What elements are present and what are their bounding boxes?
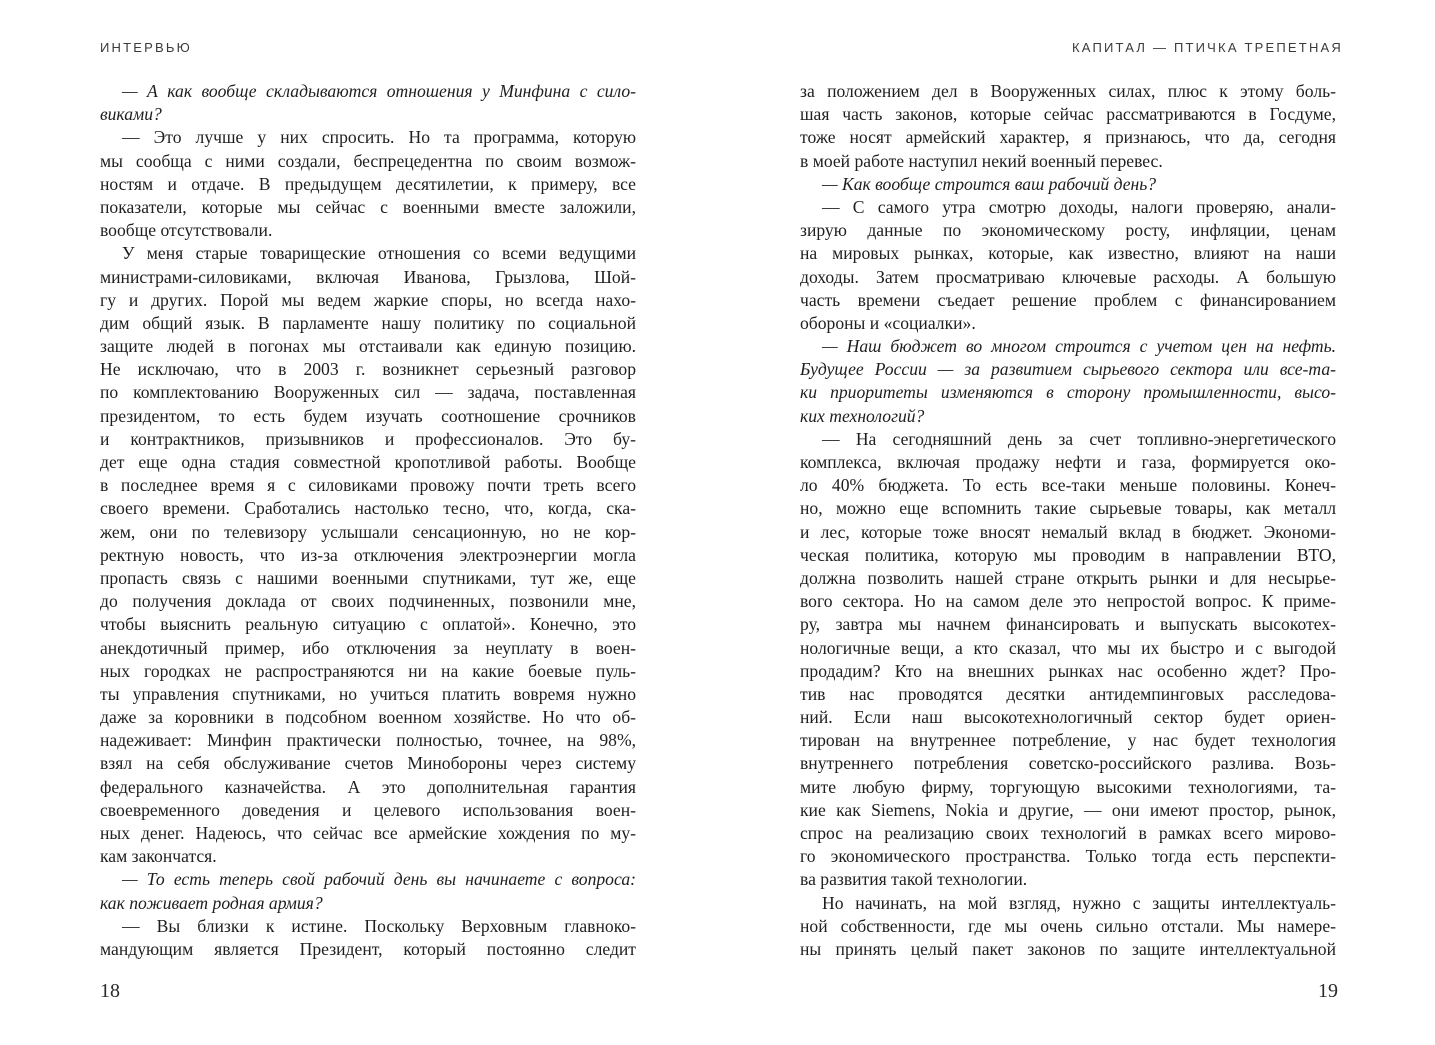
text-line: дет еще одна стадия совместной кропотливой работы. Вообще bbox=[100, 452, 636, 472]
text-line: дим общий язык. В парламенте нашу политику по социальной bbox=[100, 312, 636, 333]
text-line: — Вы близки к истине. Поскольку Верховным главноко- bbox=[122, 915, 636, 936]
page-number-right: 19 bbox=[1318, 980, 1338, 1002]
text-line: спрос на реализацию своих технологий в рамках всего мирово- bbox=[800, 823, 1336, 843]
text-line: ных городках не распространяются ни на какие боевые пуль- bbox=[100, 660, 636, 681]
text-line: своевременного доведения и целевого использования воен- bbox=[100, 799, 636, 820]
text-line: часть времени съедает решение проблем с финансированием bbox=[800, 289, 1336, 310]
right-page-text bbox=[800, 80, 1336, 961]
text-line: ких технологий? bbox=[800, 405, 925, 426]
text-line: как поживает родная армия? bbox=[100, 892, 323, 913]
text-line: до получения доклада от своих подчиненных, позвонили мне, bbox=[100, 591, 636, 612]
text-line: тоже носят армейский характер, я признаюсь, что да, сегодня bbox=[800, 127, 1336, 148]
text-line: ректную новость, что из-за отключения электроэнергии могла bbox=[100, 544, 636, 565]
text-line: кие как Siemens, Nokia и другие, — они имеют простор, рынок, bbox=[800, 799, 1336, 820]
text-line: защите людей в погонах мы отстаивали как единую позицию. bbox=[100, 336, 636, 357]
text-line: внутреннего потребления советско-российского разлива. Возь- bbox=[800, 753, 1336, 774]
text-line: и контрактников, призывников и профессионалов. Это бу- bbox=[100, 428, 636, 449]
text-line: продадим? Кто на внешних рынках нас особенно ждет? Про- bbox=[800, 660, 1336, 681]
text-line: тирован на внутреннее потребление, у нас будет технология bbox=[800, 730, 1336, 751]
text-line: ру, завтра мы начнем финансировать и выпускать высокотех- bbox=[800, 614, 1336, 635]
text-line: взял на себя обслуживание счетов Минобороны через систему bbox=[100, 753, 636, 774]
text-line: показатели, которые мы сейчас с военными вместе заложили, bbox=[100, 196, 636, 217]
text-line: — На сегодняшний день за счет топливно-энергетического bbox=[822, 428, 1336, 449]
text-line: ты управления спутниками, но учиться платить вовремя нужно bbox=[100, 683, 636, 704]
text-line: нологичные вещи, а кто сказал, что мы их быстро и с выгодой bbox=[800, 637, 1336, 658]
text-line: должна позволить нашей стране открыть рынки и для несырье- bbox=[800, 567, 1336, 588]
text-line: шая часть законов, которые сейчас рассматриваются в Госдуме, bbox=[800, 104, 1336, 125]
text-line: — Это лучше у них спросить. Но та программа, которую bbox=[122, 127, 636, 148]
text-line: ний. Если наш высокотехнологичный сектор будет ориен- bbox=[800, 707, 1336, 728]
text-line: обороны и «социалки». bbox=[800, 312, 976, 333]
text-line: вого сектора. Но на самом деле это непростой вопрос. К приме- bbox=[800, 591, 1336, 612]
text-line: анекдотичный пример, ибо отключения за неуплату в воен- bbox=[100, 637, 636, 658]
text-line: — Наш бюджет во многом строится с учетом цен на нефть. bbox=[822, 336, 1336, 357]
text-line: президентом, то есть будем изучать соотношение срочников bbox=[100, 405, 636, 426]
text-line: Не исключаю, что в 2003 г. возникнет серьезный разговор bbox=[100, 359, 636, 380]
text-line: го экономического пространства. Только тогда есть перспекти- bbox=[800, 846, 1336, 867]
right-page bbox=[717, 0, 1435, 1045]
text-line: зирую данные по экономическому росту, инфляции, ценам bbox=[800, 220, 1336, 241]
text-line: ностям и отдаче. В предыдущем десятилетии, к примеру, все bbox=[100, 173, 636, 194]
running-head-right: КАПИТАЛ — ПТИЧКА ТРЕПЕТНАЯ bbox=[1071, 40, 1343, 55]
text-line: ки приоритеты изменяются в сторону промышленности, высо- bbox=[800, 382, 1336, 403]
text-line: по комплектованию Вооруженных сил — задача, поставленная bbox=[100, 382, 636, 403]
text-line: — Как вообще строится ваш рабочий день? bbox=[822, 173, 1157, 194]
text-line: Но начинать, на мой взгляд, нужно с защиты интеллектуаль- bbox=[822, 892, 1336, 913]
text-line: ны принять целый пакет законов по защите интеллектуальной bbox=[800, 938, 1336, 959]
text-line: даже за коровники в подсобном военном хозяйстве. Но что об- bbox=[100, 707, 636, 728]
text-line: надеживает: Минфин практически полностью, точнее, на 98%, bbox=[100, 730, 636, 751]
running-head-left: ИНТЕРВЬЮ bbox=[100, 40, 192, 55]
page-number-left: 18 bbox=[100, 980, 120, 1002]
text-line: У меня старые товарищеские отношения со всеми ведущими bbox=[122, 243, 636, 264]
text-line: доходы. Затем просматриваю ключевые расходы. А большую bbox=[800, 266, 1336, 287]
left-page-text bbox=[100, 80, 636, 961]
text-line: тив нас проводятся десятки антидемпинговых расследова- bbox=[800, 683, 1336, 704]
text-line: в последнее время я с силовиками провожу почти треть всего bbox=[100, 475, 636, 496]
text-line: своего времени. Сработались настолько тесно, что, когда, ска- bbox=[100, 498, 636, 519]
text-line: ческая политика, которую мы проводим в направлении ВТО, bbox=[800, 544, 1336, 565]
left-page bbox=[0, 0, 717, 1045]
text-line: комплекса, включая продажу нефти и газа, формируется око- bbox=[800, 452, 1336, 472]
text-line: — То есть теперь свой рабочий день вы начинаете с вопроса: bbox=[122, 869, 636, 890]
text-line: вообще отсутствовали. bbox=[100, 220, 273, 241]
text-line: жем, они по телевизору услышали сенсационную, но не кор- bbox=[100, 521, 636, 542]
text-line: мандующим является Президент, который постоянно следит bbox=[100, 938, 636, 959]
text-line: — С самого утра смотрю доходы, налоги проверяю, анали- bbox=[822, 196, 1336, 217]
text-line: за положением дел в Вооруженных силах, плюс к этому боль- bbox=[800, 81, 1336, 101]
text-line: ло 40% бюджета. То есть все-таки меньше половины. Конеч- bbox=[800, 475, 1336, 496]
text-line: мите любую фирму, торгующую высокими технологиями, та- bbox=[800, 776, 1336, 797]
text-line: пропасть связь с нашими военными спутниками, тут же, еще bbox=[100, 567, 636, 588]
text-line: федерального казначейства. А это дополнительная гарантия bbox=[100, 776, 636, 797]
text-line: — А как вообще складываются отношения у Минфина с сило- bbox=[122, 81, 636, 101]
text-line: ной собственности, где мы очень сильно отстали. Мы намере- bbox=[800, 915, 1336, 936]
text-line: ва развития такой технологии. bbox=[800, 869, 1028, 890]
text-line: на мировых рынках, которые, как известно, влияют на наши bbox=[800, 243, 1336, 264]
text-line: министрами-силовиками, включая Иванова, Грызлова, Шой- bbox=[100, 266, 636, 287]
text-line: мы сообща с ними создали, беспрецедентна по своим возмож- bbox=[100, 150, 636, 171]
text-line: чтобы выяснить реальную ситуацию с оплатой». Конечно, это bbox=[100, 614, 636, 635]
text-line: виками? bbox=[100, 104, 162, 125]
text-line: в моей работе наступил некий военный перевес. bbox=[800, 150, 1163, 171]
text-line: гу и других. Порой мы ведем жаркие споры, но всегда нахо- bbox=[100, 289, 636, 310]
text-line: кам закончатся. bbox=[100, 846, 217, 867]
text-line: и лес, которые тоже вносят немалый вклад в бюджет. Экономи- bbox=[800, 521, 1336, 542]
text-line: ных денег. Надеюсь, что сейчас все армейские хождения по му- bbox=[100, 823, 636, 843]
text-line: Будущее России — за развитием сырьевого сектора или все-та- bbox=[800, 359, 1336, 380]
text-line: но, можно еще вспомнить такие сырьевые товары, как металл bbox=[800, 498, 1336, 519]
